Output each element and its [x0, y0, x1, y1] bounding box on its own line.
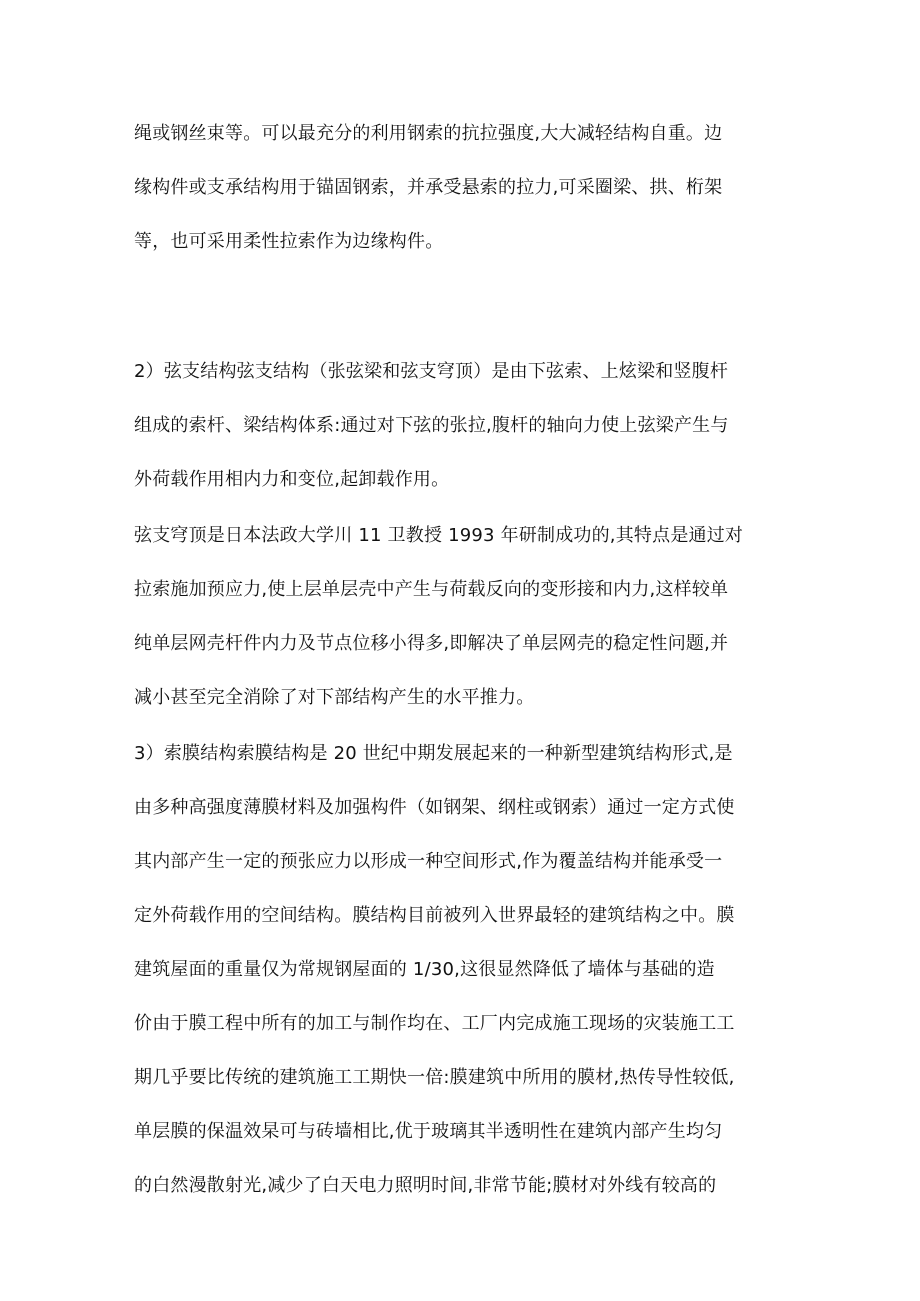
- text-line: 价由于膜工程中所有的加工与制作均在、工厂内完成施工现场的灾装施工工: [134, 1013, 735, 1034]
- text-line: 组成的索杆、梁结构体系:通过对下弦的张拉,腹杆的轴向力使上弦梁产生与: [134, 415, 729, 436]
- text-line: 建筑屋面的重量仅为常规钢屋面的 1/30,这很显然降低了墙体与基础的造: [134, 959, 715, 980]
- text-line: 2）弦支结构弦支结构（张弦梁和弦支穹顶）是由下弦索、上炫梁和竖腹杆: [134, 361, 729, 382]
- paragraph-suspendome: [134, 509, 794, 725]
- text-line: 弦支穹顶是日本法政大学川 11 卫教授 1993 年研制成功的,其特点是通过对: [134, 525, 744, 546]
- text-line: 单层膜的保温效杲可与砖墙相比,优于玻璃其半透明性在建筑内部产生均匀: [134, 1121, 723, 1142]
- paragraph-cable-membrane-structure: [134, 727, 794, 1213]
- text-line: 3）索膜结构索膜结构是 20 世纪中期发展起来的一种新型建筑结构形式,是: [134, 743, 733, 764]
- text-line: 纯单层网壳杆件内力及节点位移小得多,即解决了单层网壳的稳定性问题,并: [134, 633, 729, 654]
- paragraph-cable-edge-members: [134, 107, 794, 269]
- text-line: 其内部产生一定的预张应力以形成一种空间形式,作为覆盖结构并能承受一: [134, 851, 723, 872]
- text-line: 等，也可采用柔性拉索作为边缘构件。: [134, 231, 444, 252]
- text-line: 外荷载作用相内力和变位,起卸载作用。: [134, 469, 450, 490]
- text-line: 定外荷载作用的空间结构。膜结构目前被列入世界最轻的建筑结构之中。膜: [134, 905, 735, 926]
- text-line: 拉索施加预应力,使上层单层壳中产生与荷载反向的变形接和内力,这样较单: [134, 579, 729, 600]
- text-line: 期几乎要比传统的建筑施工工期快一倍:膜建筑中所用的膜材,热传导性较低,: [134, 1067, 735, 1088]
- text-line: 绳或钢丝束等。可以最充分的利用钢索的抗拉强度,大大减轻结构自重。边: [134, 123, 723, 144]
- text-line: 减小甚至完全消除了对下部结构产生的水平推力。: [134, 687, 535, 708]
- text-line: 由多种高强度薄膜材料及加强构件（如钢架、纲柱或钢索）通过一定方式使: [134, 797, 735, 818]
- text-line: 缘构件或支承结构用于锚固钢索，并承受悬索的拉力,可采圈梁、拱、桁架: [134, 177, 723, 198]
- text-line: 的白然漫散射光,减少了白天电力照明时间,非常节能;膜材对外线有较高的: [134, 1175, 717, 1196]
- paragraph-string-supported-structure: [134, 345, 794, 507]
